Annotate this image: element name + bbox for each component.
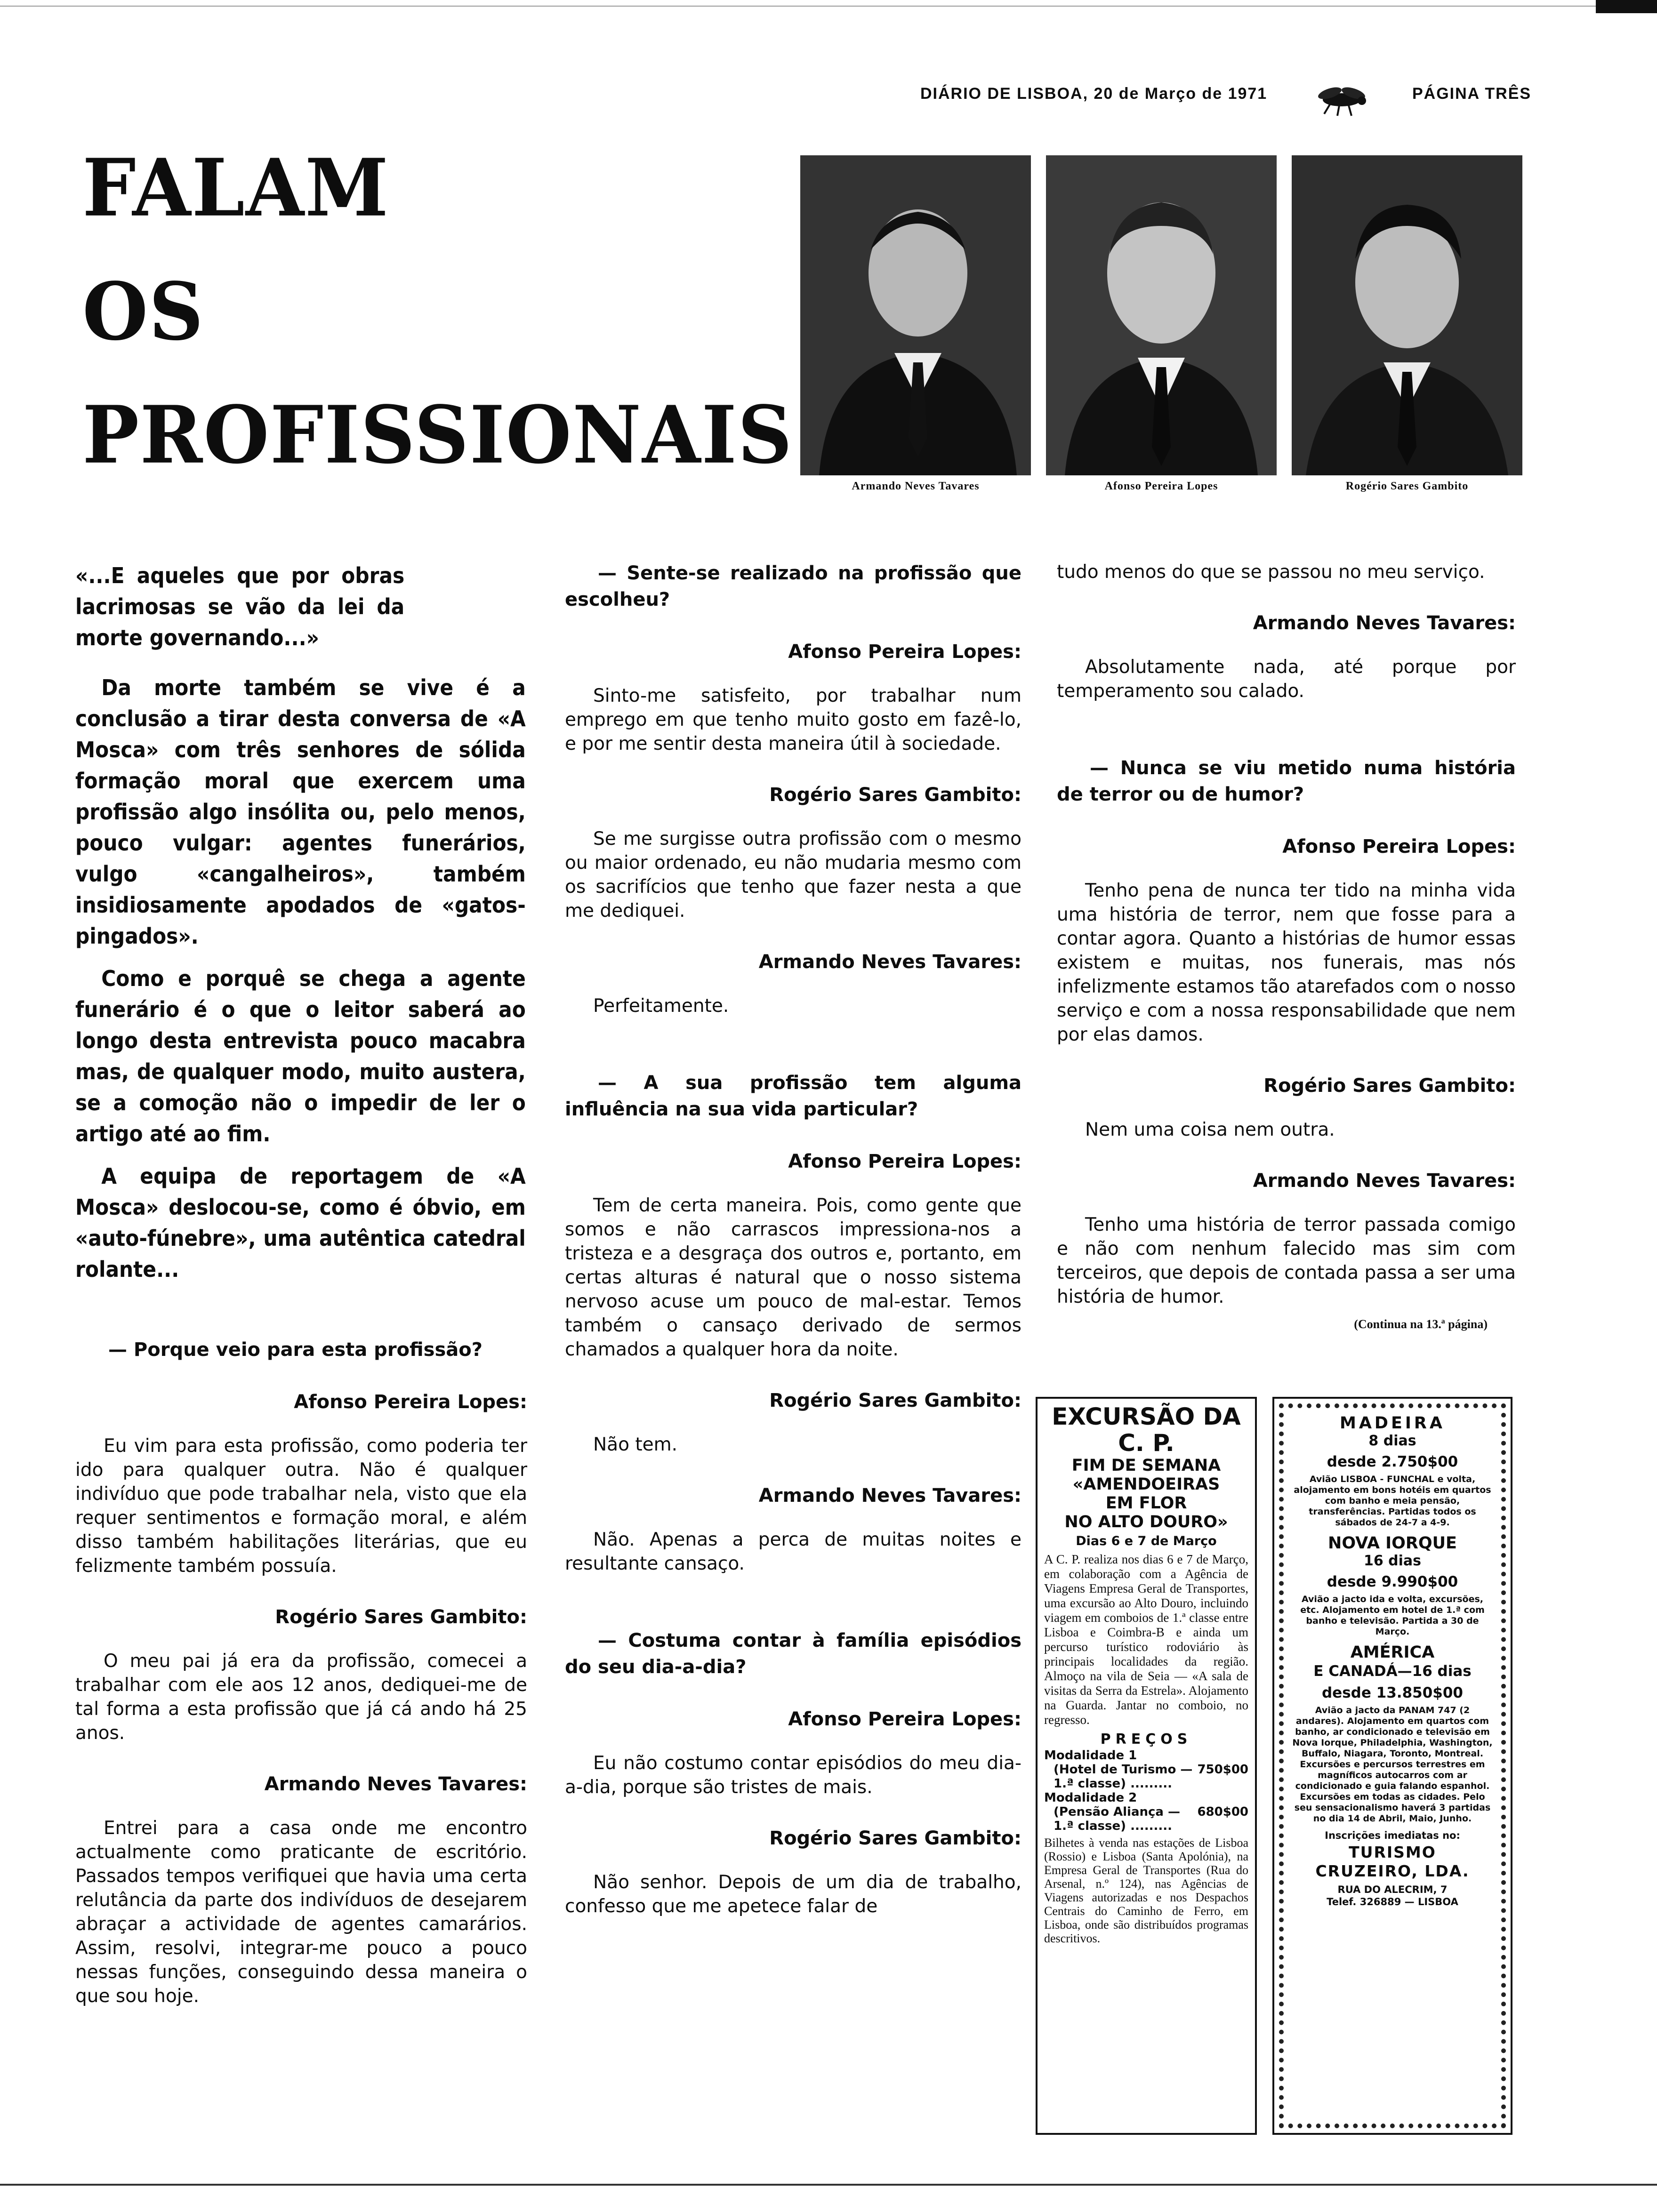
- answer-text: Entrei para a casa onde me encontro actualmente como praticante de escritório. Passados tempos verifiquei que havia uma certa relutância da parte dos indivíduos de desejarem abraçar a actividade de agentes camarários. Assim, resolvi, integrar-me pouco a pouco nessas funções, conseguindo dessa maneira o que sou hoje.: [75, 1818, 527, 2007]
- photo-caption-1: Armando Neves Tavares: [852, 480, 980, 492]
- speaker-label: Afonso Pereira Lopes:: [788, 1708, 1022, 1730]
- question-3: — A sua profissão tem alguma influência na sua vida particular?: [565, 1072, 1022, 1120]
- ad-price: desde 2.750$00: [1327, 1453, 1458, 1470]
- ad-modality-desc: (Pensão Aliança — 1.ª classe) .........: [1054, 1805, 1181, 1833]
- ad-modality-desc: (Hotel de Turismo — 1.ª classe) .........: [1054, 1763, 1193, 1791]
- speaker-label: Rogério Sares Gambito:: [1263, 1075, 1516, 1097]
- continued-note: (Continua na 13.ª página): [1354, 1317, 1488, 1331]
- ad-cp-excursion: [1036, 1397, 1257, 2135]
- photo-caption-2: Afonso Pereira Lopes: [1104, 480, 1218, 492]
- ad-prices-heading: PREÇOS: [1100, 1731, 1192, 1747]
- photo-caption-3: Rogério Sares Gambito: [1345, 480, 1469, 492]
- answer-text: Não. Apenas a perca de muitas noites e resultante cansaço.: [565, 1529, 1022, 1574]
- page-number: PÁGINA TRÊS: [1412, 85, 1532, 103]
- ad-destination: E CANADÁ—16 dias: [1313, 1663, 1472, 1680]
- top-corner-bar: [1596, 0, 1657, 13]
- answer-text: Se me surgisse outra profissão com o mesmo ou maior ordenado, eu não mudaria mesmo com os sacrifícios que tenho que fazer nesta a que me dediquei.: [565, 828, 1022, 922]
- speaker-label: Rogério Sares Gambito:: [275, 1606, 527, 1628]
- ad-destination: NOVA IORQUE: [1328, 1534, 1457, 1553]
- speaker-label: Armando Neves Tavares:: [264, 1773, 527, 1795]
- ad-turismo-cruzeiro: [1272, 1397, 1512, 2135]
- ad-company-name: CRUZEIRO, LDA.: [1315, 1862, 1470, 1880]
- speaker-label: Afonso Pereira Lopes:: [788, 641, 1022, 663]
- bottom-rule: [0, 2184, 1657, 2186]
- mosca-icon: [1311, 80, 1372, 118]
- speaker-label: Afonso Pereira Lopes:: [294, 1391, 527, 1413]
- speaker-label: Armando Neves Tavares:: [1253, 612, 1516, 634]
- ad-days: 16 dias: [1363, 1553, 1422, 1569]
- ad-tickets-info: Bilhetes à venda nas estações de Lisboa (Rossio) e Lisboa (Santa Apolónia), na Empresa Geral de Transportes (Rua do Arsenal, n.º 124), nas Agências de Viagens autorizadas e nos Despachos Centrais do Caminho de Ferro, em Lisboa, onde são distribuídos programas descritivos.: [1044, 1836, 1248, 1945]
- speaker-label: Rogério Sares Gambito:: [769, 1390, 1022, 1411]
- speaker-label: Rogério Sares Gambito:: [769, 1827, 1022, 1849]
- intro-paragraph-1: Da morte também se vive é a conclusão a tirar desta conversa de «A Mosca» com três senhores de sólida formação moral que exercem uma profissão algo insólita ou, pelo menos, pouco vulgar: agentes funerários, vulgo «cangalheiros», também insidiosamente apodados de «gatos-pingados».: [75, 675, 526, 949]
- answer-text: Tenho pena de nunca ter tido na minha vida uma história de terror, nem que fosse para a contar agora. Quanto a histórias de humor essas existem e muitas, nos funerais, mas nós infelizmente estamos tão atarefados com o nosso serviço e com a nossa responsabilidade que nem por elas damos.: [1057, 880, 1516, 1045]
- answer-text: Não tem.: [593, 1434, 678, 1455]
- ad-price: desde 13.850$00: [1321, 1684, 1463, 1701]
- ad-modality-price: 680$00: [1197, 1805, 1248, 1819]
- portrait-photo-3: [1292, 155, 1522, 475]
- question-2: — Sente-se realizado na profissão que escolheu?: [565, 562, 1022, 610]
- ad-company-name: TURISMO: [1349, 1843, 1436, 1861]
- speaker-label: Armando Neves Tavares:: [1253, 1170, 1516, 1192]
- ad-modality-price: 750$00: [1197, 1763, 1248, 1777]
- answer-text: Nem uma coisa nem outra.: [1085, 1119, 1335, 1140]
- ad-subtitle: «AMENDOEIRAS: [1072, 1475, 1220, 1494]
- answer-text: O meu pai já era da profissão, comecei a trabalhar com ele aos 12 anos, dediquei-me de tal forma a esta profissão que já cá ando há 25 anos.: [75, 1651, 527, 1744]
- ad-details: Avião a jacto da PANAM 747 (2 andares). Alojamento em quartos com banho, ar condicionado e televisão em Nova Iorque, Philadelphia, Washington, Buffalo, Niagara, Toronto, Montreal. Excursões e percursos terrestres em magníficos autocarros com ar condicionado e guia falando espanhol. Excursões em todas as cidades. Pelo seu sensacionalismo haverá 3 partidas no dia 14 de Abril, Maio, Junho.: [1292, 1705, 1493, 1824]
- column-2: [565, 560, 1022, 1918]
- ad-days: 8 dias: [1368, 1433, 1416, 1449]
- answer-text: Perfeitamente.: [593, 995, 729, 1017]
- headline-line-3: PROFISSIONAIS: [82, 388, 793, 481]
- answer-text: Tem de certa maneira. Pois, como gente que somos e não carrascos impressiona-nos a tristeza e a desgraça dos outros e, portanto, em certas alturas é natural que o nosso sistema nervoso acuse um pouco de mal-estar. Temos também o cansaço derivado de sermos chamados a qualquer hora da noite.: [565, 1195, 1022, 1360]
- opening-quote: «...E aqueles que por obras lacrimosas se vão da lei da morte governando...»: [75, 563, 405, 650]
- portrait-photo-1: [800, 155, 1031, 475]
- ad-details: Avião LISBOA - FUNCHAL e volta, alojamento em bons hotéis em quartos com banho e meia pensão, transferências. Partidas todos os sábados de 24-7 a 4-9.: [1294, 1474, 1491, 1528]
- answer-text: Eu vim para esta profissão, como poderia ter ido para qualquer outra. Não é qualquer indivíduo que pode trabalhar nela, visto que ela requer sentimentos e formação moral, e além disso também habilitações literárias, que eu felizmente também possuía.: [75, 1435, 527, 1577]
- question-1: — Porque veio para esta profissão?: [108, 1339, 483, 1361]
- ad-dates: Dias 6 e 7 de Março: [1076, 1534, 1217, 1548]
- question-4: — Costuma contar à família episódios do seu dia-a-dia?: [565, 1630, 1022, 1678]
- answer-text: Não senhor. Depois de um dia de trabalho, confesso que me apetece falar de: [565, 1872, 1022, 1917]
- answer-text: Eu não costumo contar episódios do meu dia-a-dia, porque são tristes de mais.: [565, 1753, 1022, 1798]
- ad-destination: AMÉRICA: [1350, 1643, 1435, 1662]
- speaker-label: Rogério Sares Gambito:: [769, 784, 1022, 806]
- intro-paragraph-3: A equipa de reportagem de «A Mosca» deslocou-se, como é óbvio, em «auto-fúnebre», uma autêntica catedral rolante...: [75, 1163, 526, 1282]
- portrait-photo-2: [1046, 155, 1277, 475]
- column-3: [1057, 560, 1516, 1331]
- ad-dotted-frame: [1279, 1403, 1506, 2128]
- ad-subtitle: NO ALTO DOURO»: [1064, 1513, 1228, 1531]
- speaker-label: Armando Neves Tavares:: [758, 951, 1022, 973]
- ad-address: RUA DO ALECRIM, 7: [1337, 1884, 1448, 1895]
- page-header-date: DIÁRIO DE LISBOA, 20 de Março de 1971: [920, 85, 1268, 103]
- ad-phone: Telef. 326889 — LISBOA: [1327, 1896, 1458, 1907]
- answer-text: Tenho uma história de terror passada comigo e não com nenhum falecido mas sim com terceiros, que depois de contada passa a ser uma história de humor.: [1057, 1214, 1516, 1307]
- ad-details: Avião a jacto ida e volta, excursões, etc. Alojamento em hotel de 1.ª com banho e televisão. Partida a 30 de Março.: [1300, 1594, 1485, 1637]
- headline-line-1: FALAM: [82, 141, 390, 234]
- ad-subtitle: EM FLOR: [1105, 1494, 1187, 1513]
- speaker-label: Afonso Pereira Lopes:: [1282, 836, 1516, 858]
- ad-modality-row: [1054, 1763, 1248, 1791]
- answer-text: Absolutamente nada, até porque por temperamento sou calado.: [1057, 657, 1516, 702]
- headline-line-2: OS: [82, 265, 204, 358]
- ad-price: desde 9.990$00: [1327, 1573, 1458, 1590]
- speaker-label: Armando Neves Tavares:: [758, 1485, 1022, 1507]
- speaker-label: Afonso Pereira Lopes:: [788, 1151, 1022, 1172]
- ad-modality: Modalidade 1: [1044, 1748, 1137, 1763]
- ad-modality: Modalidade 2: [1044, 1791, 1137, 1805]
- ad-destination: MADEIRA: [1340, 1414, 1445, 1433]
- answer-text: tudo menos do que se passou no meu serviço.: [1057, 561, 1485, 583]
- ad-title: EXCURSÃO DA C. P.: [1052, 1403, 1241, 1457]
- column-1: [75, 560, 527, 2008]
- ad-modality-row: [1054, 1805, 1248, 1833]
- ad-subtitle: FIM DE SEMANA: [1071, 1456, 1221, 1475]
- answer-text: Sinto-me satisfeito, por trabalhar num emprego em que tenho muito gosto em fazê-lo, e por me sentir desta maneira útil à sociedade.: [565, 685, 1022, 754]
- intro-paragraph-2: Como e porquê se chega a agente funerário é o que o leitor saberá ao longo desta entrevista pouco macabra mas, de qualquer modo, muito austera, se a comoção não o impedir de ler o artigo até ao fim.: [75, 966, 526, 1146]
- top-rule: [0, 6, 1657, 7]
- ad-body: A C. P. realiza nos dias 6 e 7 de Março, em colaboração com a Agência de Viagens Empresa Geral de Transportes, uma excursão ao Alto Douro, incluindo viagem em comboios de 1.ª classe entre Lisboa e Coimbra-B e ainda um percurso turístico rodoviário às principais localidades da região. Almoço na vila de Seia — «A sala de visitas da Serra da Estrela». Alojamento na Guarda. Jantar no comboio, no regresso.: [1044, 1552, 1248, 1727]
- ad-inscriptions: Inscrições imediatas no:: [1325, 1830, 1460, 1841]
- question-5: — Nunca se viu metido numa história de terror ou de humor?: [1057, 757, 1516, 805]
